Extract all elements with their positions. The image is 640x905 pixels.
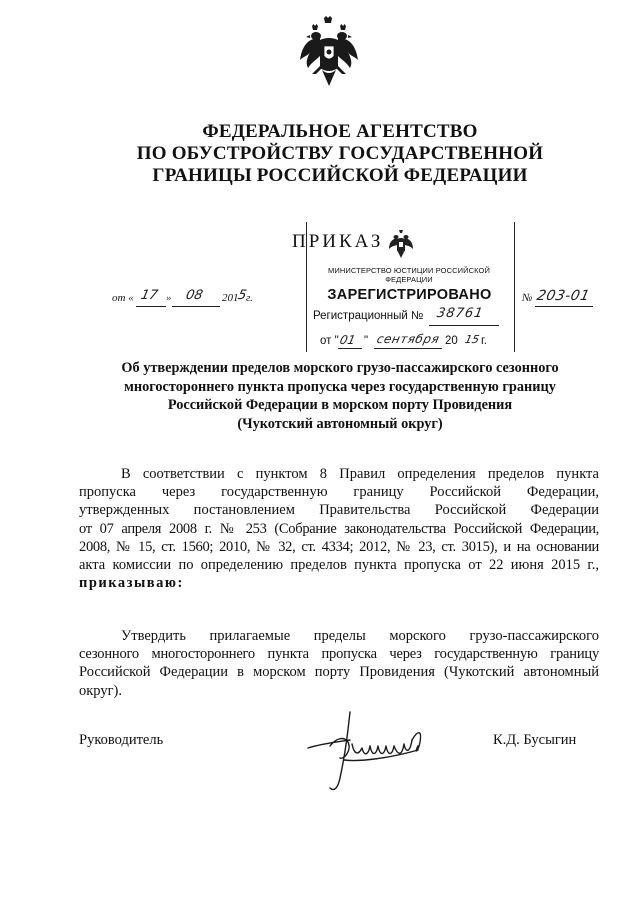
agency-line-2: ПО ОБУСТРОЙСТВУ ГОСУДАРСТВЕННОЙ — [136, 143, 544, 164]
order-number-value: 203-01 — [535, 288, 592, 304]
stamp-regno-underline — [429, 325, 499, 326]
stamp-date-label: от " — [320, 335, 339, 347]
subject-line-1: Об утверждении пределов морского грузо-пассажирского сезонного — [121, 360, 559, 376]
agency-line-1: ФЕДЕРАЛЬНОЕ АГЕНТСТВО — [202, 121, 478, 142]
stamp-regno-label: Регистрационный № — [313, 310, 424, 322]
agency-name — [70, 121, 610, 187]
body-paragraph-1 — [79, 465, 599, 592]
stamp-day-underline — [338, 348, 362, 349]
stamp-regno-value: 38761 — [435, 306, 485, 321]
order-date-day: 17 — [139, 288, 160, 303]
stamp-date-year-digits: 15 — [463, 333, 481, 346]
order-command: приказываю: — [79, 575, 184, 592]
subject-line-2: многостороннего пункта пропуска через государственную границу — [124, 378, 556, 395]
p1-line: В соответствии с пунктом 8 Правил определения пределов пункта — [121, 466, 599, 482]
stamp-date-quote: " — [364, 335, 369, 347]
stamp-date-day: 01 — [338, 333, 357, 347]
stamp-month-underline — [374, 348, 442, 349]
order-date-month: 08 — [184, 288, 205, 303]
p2-line: Утвердить прилагаемые пределы морского грузо-пассажирского — [121, 628, 599, 644]
order-date-prefix: от « — [112, 292, 134, 304]
subject-line-4: (Чукотский автономный округ) — [237, 415, 443, 432]
stamp-date-year-prefix: 20 — [445, 335, 458, 347]
signatory-role: Руководитель — [79, 732, 164, 748]
agency-line-3: ГРАНИЦЫ РОССИЙСКОЙ ФЕДЕРАЦИИ — [152, 165, 528, 186]
order-day-underline — [136, 306, 166, 307]
order-date-year-prefix: 201 — [222, 292, 239, 304]
document-type-title: ПРИКАЗ — [292, 231, 384, 252]
stamp-registered-text: ЗАРЕГИСТРИРОВАНО — [327, 287, 492, 303]
handwritten-signature — [300, 700, 450, 800]
signatory-name: К.Д. Бусыгин — [493, 732, 577, 748]
order-date-mid: » — [166, 292, 172, 304]
p1-line: пропуска через государственную границу Российской Федерации, — [79, 484, 599, 501]
p1-line: акта комиссии по определению пределов пункта пропуска от 22 июня 2015 г., — [79, 557, 599, 574]
order-month-underline — [172, 306, 220, 307]
p1-line: от 07 апреля 2008 г. № 253 (Собрание законодательства Российской Федерации, — [79, 520, 599, 537]
stamp-date-suffix: г. — [481, 335, 487, 347]
order-number-underline — [535, 306, 593, 307]
stamp-date-month: сентября — [375, 332, 441, 346]
p1-line: утвержденных постановлением Правительства Российской Федерации — [79, 502, 599, 519]
p2-line: Российской Федерации в морском порту Провидения (Чукотский автономный — [79, 664, 599, 681]
order-number-label: № — [522, 292, 533, 304]
order-date-suffix: г. — [246, 292, 253, 304]
subject-line-3: Российской Федерации в морском порту Провидения — [167, 397, 513, 413]
p2-line: округ). — [79, 682, 123, 699]
stamp-eagle-icon — [388, 229, 414, 259]
order-subject — [80, 359, 600, 433]
stamp-ministry-text: МИНИСТЕРСТВО ЮСТИЦИИ РОССИЙСКОЙ ФЕДЕРАЦИИ — [328, 266, 490, 284]
p1-line: 2008, № 15, ст. 1560; 2010, № 32, ст. 4334; 2012, № 23, ст. 3015), и на основании — [79, 538, 599, 555]
double-headed-eagle-icon — [298, 16, 360, 90]
p2-line: сезонного многостороннего пункта пропуска через государственную границу — [79, 646, 599, 663]
order-date-year-digit: 5 — [236, 288, 248, 303]
body-paragraph-2 — [79, 627, 599, 700]
